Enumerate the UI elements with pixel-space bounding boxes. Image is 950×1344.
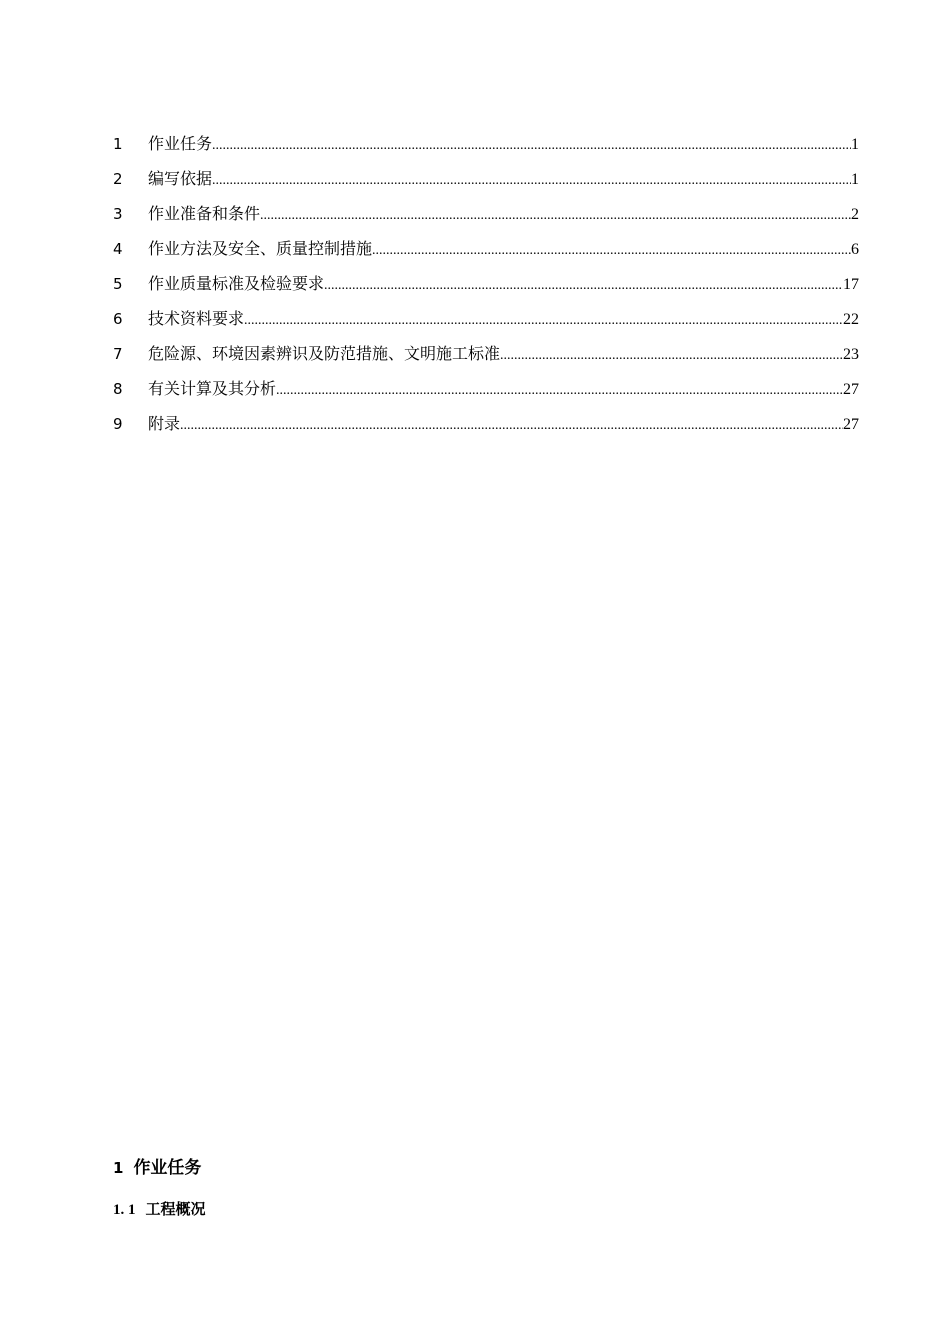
toc-entry-4[interactable]: [113, 237, 859, 272]
toc-dot-leader: [212, 169, 851, 193]
toc-dot-leader: [180, 414, 843, 438]
toc-entry-page: 1: [851, 136, 859, 153]
toc-entry-number: 5: [113, 275, 123, 293]
toc-entry-1[interactable]: [113, 132, 859, 167]
toc-entry-8[interactable]: [113, 377, 859, 412]
toc-entry-2[interactable]: [113, 167, 859, 202]
toc-entry-title: 附录: [148, 414, 181, 433]
toc-entry-title: 作业方法及安全、质量控制措施: [148, 239, 373, 258]
toc-entry-title: 作业准备和条件: [148, 204, 261, 223]
toc-entry-page: 17: [843, 276, 859, 293]
toc-entry-3[interactable]: [113, 202, 859, 237]
section-heading: [113, 1156, 201, 1180]
toc-entry-6[interactable]: [113, 307, 859, 342]
toc-entry-number: 3: [113, 205, 123, 223]
toc-entry-number: 9: [113, 415, 123, 433]
toc-entry-page: 6: [851, 241, 859, 258]
toc-entry-title: 危险源、环境因素辨识及防范措施、文明施工标准: [148, 344, 501, 363]
toc-dot-leader: [276, 379, 843, 403]
subsection-number: 1. 1: [113, 1202, 136, 1218]
toc-entry-title: 技术资料要求: [148, 309, 245, 328]
toc-entry-page: 22: [843, 311, 859, 328]
toc-entry-number: 2: [113, 170, 123, 188]
toc-dot-leader: [212, 134, 851, 158]
toc-entry-title: 有关计算及其分析: [148, 379, 277, 398]
toc-dot-leader: [372, 239, 851, 263]
toc-entry-title: 编写依据: [148, 169, 213, 188]
toc-dot-leader: [324, 274, 843, 298]
toc-entry-5[interactable]: [113, 272, 859, 307]
toc-entry-number: 7: [113, 345, 123, 363]
subsection-title: 工程概况: [145, 1200, 206, 1218]
toc-entry-7[interactable]: [113, 342, 859, 377]
toc-entry-title: 作业任务: [148, 134, 213, 153]
toc-entry-number: 6: [113, 310, 123, 328]
toc-entry-number: 4: [113, 240, 123, 258]
toc-dot-leader: [244, 309, 843, 333]
section-title: 作业任务: [133, 1158, 202, 1178]
toc-entry-number: 1: [113, 135, 123, 153]
toc-entry-page: 27: [843, 381, 859, 398]
toc-dot-leader: [500, 344, 843, 368]
toc-entry-page: 2: [851, 206, 859, 223]
table-of-contents: [113, 132, 859, 447]
subsection-heading: [113, 1197, 206, 1222]
toc-entry-page: 27: [843, 416, 859, 433]
toc-entry-page: 1: [851, 171, 859, 188]
toc-entry-number: 8: [113, 380, 123, 398]
toc-entry-page: 23: [843, 346, 859, 363]
toc-entry-title: 作业质量标准及检验要求: [148, 274, 325, 293]
toc-dot-leader: [260, 204, 851, 228]
section-number: 1: [113, 1159, 124, 1177]
toc-entry-9[interactable]: [113, 412, 859, 447]
